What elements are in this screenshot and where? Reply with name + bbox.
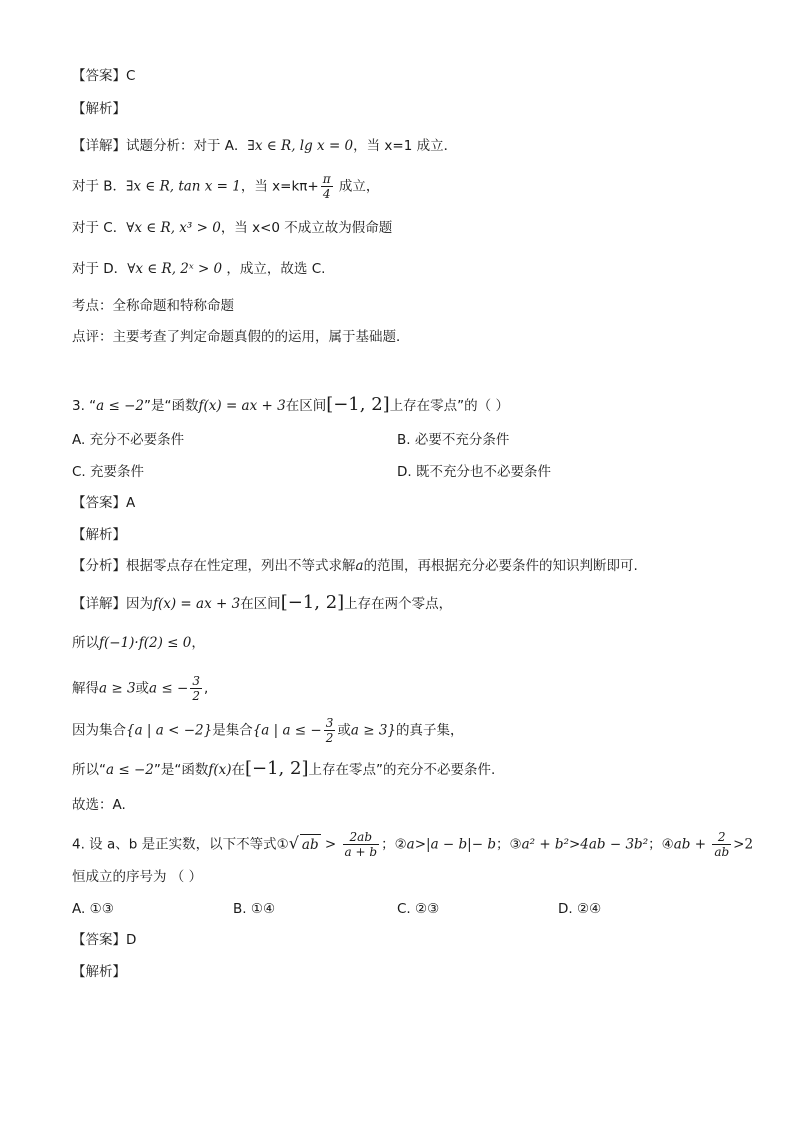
circled-number: ② bbox=[394, 836, 407, 853]
detail-text: ，成立，故选 C. bbox=[222, 261, 326, 277]
option-letter: B. bbox=[397, 432, 411, 448]
math-expression: a ≤ −2 bbox=[96, 398, 145, 414]
math-expression: a² + b²>4ab − 3b² bbox=[521, 836, 649, 853]
math-interval: [−1, 2] bbox=[326, 394, 390, 415]
math-expression: a ≤ −2 bbox=[106, 762, 154, 778]
q4-option-b bbox=[233, 899, 275, 919]
step-text: 因为集合 bbox=[72, 722, 126, 739]
answer-value: C bbox=[126, 68, 136, 84]
q3-detail bbox=[72, 593, 452, 614]
q3-step3 bbox=[72, 716, 464, 745]
fraction-numerator: 3 bbox=[325, 716, 334, 730]
q3-step1 bbox=[72, 633, 205, 653]
kaodian-line: 考点：全称命题和特称命题 bbox=[72, 298, 234, 314]
q3-text: 3. “ bbox=[72, 398, 97, 414]
math-set: a ≥ 3} bbox=[350, 722, 396, 739]
answer-line-prev bbox=[72, 66, 135, 86]
step-text: 上存在零点”的充分不必要条件. bbox=[308, 762, 496, 778]
q3-fenxi bbox=[72, 556, 638, 576]
step-text: ， bbox=[191, 635, 205, 651]
answer-value: D bbox=[126, 932, 137, 948]
option-letter: A. bbox=[72, 432, 86, 448]
detail-line-d bbox=[72, 259, 325, 279]
detail-text: 对于 C． bbox=[72, 220, 127, 236]
option-text: ①④ bbox=[250, 901, 276, 917]
math-interval: [−1, 2] bbox=[280, 592, 345, 613]
step-text: 或 bbox=[135, 680, 150, 697]
option-letter: D. bbox=[397, 464, 412, 480]
detail-text: 【详解】试题分析：对于 A． bbox=[72, 138, 248, 154]
option-text: ②④ bbox=[576, 901, 602, 917]
option-letter: B. bbox=[233, 901, 247, 917]
fraction bbox=[712, 830, 731, 859]
option-letter: D. bbox=[558, 901, 573, 917]
step-text: 或 bbox=[337, 722, 351, 739]
fraction bbox=[321, 172, 333, 201]
q4-option-a bbox=[72, 899, 114, 919]
circled-number: ④ bbox=[661, 836, 674, 853]
circled-number: ③ bbox=[509, 836, 522, 853]
fraction-denominator: 4 bbox=[322, 187, 331, 201]
math-set: {a | a ≤ − bbox=[252, 722, 322, 739]
fraction-denominator: 2 bbox=[325, 731, 334, 745]
answer-value: A bbox=[126, 495, 136, 511]
q4-stem-line2: 恒成立的序号为 （ ） bbox=[72, 869, 203, 885]
fraction bbox=[343, 830, 380, 859]
q3-text: 上存在零点”的（ ） bbox=[389, 398, 509, 414]
q4-analysis-label: 【解析】 bbox=[72, 964, 126, 980]
detail-line-a bbox=[72, 136, 457, 156]
detail-text: 上存在两个零点， bbox=[344, 596, 453, 612]
option-text: ①③ bbox=[89, 901, 114, 917]
fraction-numerator: 2 bbox=[712, 830, 731, 845]
detail-text: 在区间 bbox=[240, 596, 281, 612]
q4-option-c bbox=[397, 899, 439, 919]
fraction-denominator: a + b bbox=[344, 845, 378, 859]
fraction-numerator: π bbox=[322, 172, 331, 186]
answer-label: 【答案】 bbox=[72, 932, 126, 948]
q4-stem bbox=[72, 830, 753, 859]
math-expression: ∀x ∈ R, x³ > 0 bbox=[126, 220, 221, 236]
q3-stem bbox=[72, 395, 509, 416]
math-variable: a bbox=[355, 558, 364, 574]
step-text: , bbox=[203, 680, 209, 697]
math-expression: f(x) = ax + 3 bbox=[198, 398, 286, 414]
fraction-denominator: ab bbox=[714, 845, 730, 859]
q3-conclusion: 故选：A. bbox=[72, 797, 126, 813]
math-expression: f(x) bbox=[208, 762, 232, 778]
option-text: ②③ bbox=[415, 901, 440, 917]
step-text: 是集合 bbox=[212, 722, 253, 739]
detail-line-b bbox=[72, 172, 379, 201]
math-expression: ∃x ∈ R, lg x = 0 bbox=[247, 138, 354, 154]
step-text: 解得 bbox=[72, 680, 99, 697]
sqrt-icon: √ bbox=[288, 833, 299, 853]
step-text: 所以“ bbox=[72, 762, 106, 778]
step-text: 在 bbox=[231, 762, 245, 778]
math-expression: a ≤ − bbox=[149, 680, 189, 697]
option-text: 充分不必要条件 bbox=[89, 432, 185, 448]
step-text: 的真子集， bbox=[396, 722, 464, 739]
detail-text: 成立， bbox=[334, 178, 380, 195]
q3-step2 bbox=[72, 674, 208, 703]
q3-option-b bbox=[397, 430, 509, 450]
analysis-heading: 【解析】 bbox=[72, 101, 126, 117]
math-expression: ∃x ∈ R, tan x = 1 bbox=[126, 178, 241, 195]
radicand: ab bbox=[300, 834, 321, 855]
fenxi-text: 的范围，再根据充分必要条件的知识判断即可. bbox=[363, 558, 638, 574]
math-set: {a | a < −2} bbox=[126, 722, 213, 739]
option-text: 既不充分也不必要条件 bbox=[415, 464, 551, 480]
fraction-denominator: 2 bbox=[192, 689, 200, 703]
q3-text: 在区间 bbox=[285, 398, 327, 414]
step-text: 所以 bbox=[72, 635, 99, 651]
math-expression: f(x) = ax + 3 bbox=[153, 596, 241, 612]
fraction bbox=[190, 674, 202, 703]
math-expression: ab + bbox=[673, 836, 711, 853]
detail-text: 对于 B． bbox=[72, 178, 127, 195]
detail-text: ，当 x<0 不成立故为假命题 bbox=[220, 220, 393, 236]
detail-text: ，当 x=1 成立． bbox=[353, 138, 458, 154]
q3-answer bbox=[72, 493, 135, 513]
fraction-numerator: 2ab bbox=[343, 830, 380, 845]
separator: ； bbox=[648, 836, 662, 853]
q4-answer bbox=[72, 930, 136, 950]
fenxi-text: 【分析】根据零点存在性定理，列出不等式求解 bbox=[72, 558, 356, 574]
math-expression: f(−1)·f(2) ≤ 0 bbox=[99, 635, 192, 651]
q3-option-d bbox=[397, 462, 551, 482]
detail-text: 【详解】因为 bbox=[72, 596, 153, 612]
fraction bbox=[324, 716, 336, 745]
answer-label: 【答案】 bbox=[72, 495, 126, 511]
option-text: 充要条件 bbox=[90, 464, 145, 480]
answer-label: 【答案】 bbox=[72, 68, 126, 84]
analysis-label-prev bbox=[72, 99, 126, 119]
detail-text: 对于 D． bbox=[72, 261, 128, 277]
math-operator: > bbox=[320, 836, 341, 853]
option-letter: A. bbox=[72, 901, 86, 917]
separator: ； bbox=[495, 836, 510, 853]
q3-option-a bbox=[72, 430, 184, 450]
detail-text: ，当 x=kπ+ bbox=[240, 178, 319, 195]
option-text: 必要不充分条件 bbox=[414, 432, 510, 448]
separator: ； bbox=[381, 836, 395, 853]
q3-step4 bbox=[72, 759, 495, 780]
option-letter: C. bbox=[72, 464, 86, 480]
detail-line-c bbox=[72, 218, 392, 238]
math-expression: a>|a − b|− b bbox=[406, 836, 496, 853]
dianping-line: 点评：主要考查了判定命题真假的的运用，属于基础题． bbox=[72, 329, 410, 345]
q4-option-d bbox=[558, 899, 601, 919]
math-expression: >2 bbox=[733, 836, 754, 853]
circled-number: ① bbox=[276, 836, 289, 853]
option-letter: C. bbox=[397, 901, 411, 917]
fraction-numerator: 3 bbox=[192, 674, 200, 688]
q3-option-c bbox=[72, 462, 144, 482]
q3-analysis-label: 【解析】 bbox=[72, 527, 126, 543]
q4-text: 4. 设 a、b 是正实数，以下不等式 bbox=[72, 836, 277, 853]
math-expression: ∀x ∈ R, 2ˣ > 0 bbox=[127, 261, 223, 277]
math-interval: [−1, 2] bbox=[245, 758, 309, 779]
math-expression: a ≥ 3 bbox=[99, 680, 136, 697]
step-text: ”是“函数 bbox=[153, 762, 209, 778]
q3-text: ”是“函数 bbox=[144, 398, 199, 414]
